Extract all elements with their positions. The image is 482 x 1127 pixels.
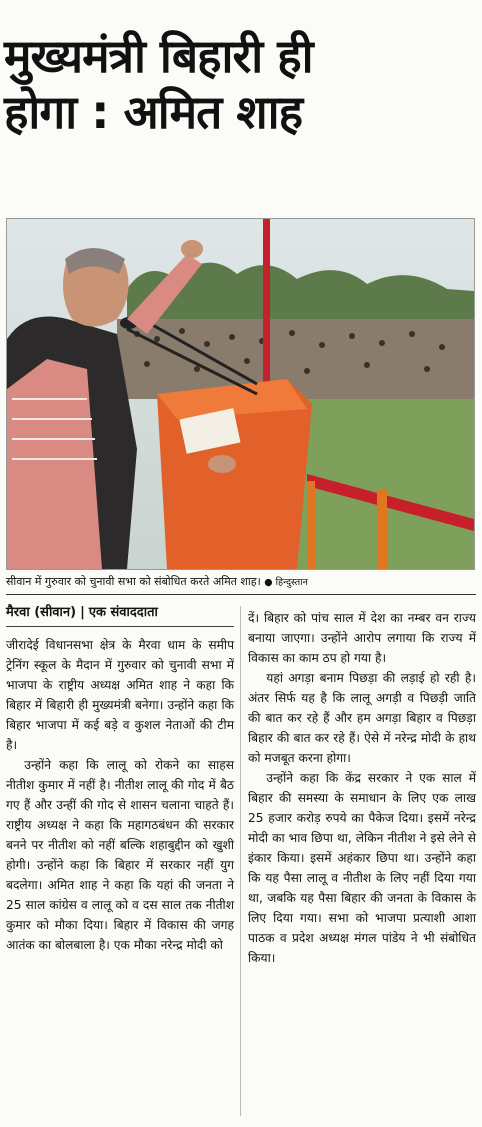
headline [4, 0, 478, 140]
caption-text: सीवान में गुरुवार को चुनावी सभा को संबोधित करते अमित शाह। [6, 575, 261, 588]
article-paragraph: दें। बिहार को पांच साल में देश का नम्बर वन राज्य बनाया जाएगा। उन्होंने आरोप लगाया कि राज्य में विकास का काम ठप हो गया है। [248, 611, 476, 665]
article-paragraph: यहां अगड़ा बनाम पिछड़ा की लड़ाई हो रही है। अंतर सिर्फ यह है कि लालू अगड़ी व पिछड़ी जाति की बात कर रहे हैं और हम अगड़ा बिहार व पिछड़ा बिहार की बात कर रहे हैं। ऐसे में नरेन्द्र मोदी के हाथ को मजबूत करना होगा। [248, 671, 476, 765]
byline-author: एक संवाददाता [88, 605, 158, 620]
headline-line-1: मुख्यमंत्री बिहारी ही [4, 29, 313, 83]
byline-place: मैरवा (सीवान) [6, 605, 77, 620]
article-column-right [248, 608, 476, 968]
article-paragraph: उन्होंने कहा कि लालू को रोकने का साहस नीतीश कुमार में नहीं है। नीतीश लालू की गोद में बैठ गए हैं और उन्हीं की गोद से शासन चलाना चाहते हैं। राष्ट्रीय अध्यक्ष ने कहा कि महागठबंधन की सरकार बनने पर नीतीश को नहीं बल्कि शहाबुद्दीन को खुशी होगी। उन्होंने कहा कि बिहार में सरकार नहीं युग बदलेगा। अमित शाह ने कहा कि यहां की जनता ने 25 साल कांग्रेस व लालू को व दस साल तक नीतीश कुमार को मौका दिया। बिहार में विकास की जगह आतंक का बोलबाला है। एक मौका नरेन्द्र मोदी को [6, 758, 234, 952]
caption-credit: ● हिन्दुस्तान [264, 577, 308, 588]
photo-caption [6, 574, 476, 591]
article-paragraph: जीरादेई विधानसभा क्षेत्र के मैरवा धाम के समीप ट्रेनिंग स्कूल के मैदान में गुरुवार को चुनावी सभा में भाजपा के राष्ट्रीय अध्यक्ष अमित शाह ने कहा कि बिहार में बिहारी ही मुख्यमंत्री बनेगा। उन्होंने कहा कि बिहार भाजपा में कई बड़े व कुशल नेताओं की टीम है। [6, 638, 234, 752]
news-photo [6, 218, 475, 570]
caption-rule [6, 594, 476, 595]
headline-line-2: होगा : अमित शाह [4, 85, 302, 139]
rally-photo-illustration [7, 219, 474, 569]
column-divider [240, 606, 241, 1116]
byline: मैरवा (सीवान) | एक संवाददाता [6, 600, 234, 627]
article-paragraph: उन्होंने कहा कि केंद्र सरकार ने एक साल में बिहार की समस्या के समाधान के लिए एक लाख 25 हजार करोड़ रुपये का पैकेज दिया। इसमें नरेन्द्र मोदी का भाव छिपा था, लेकिन नीतीश ने इसे लेने से इंकार किया। इसमें अहंकार छिपा था। उन्होंने कहा कि यह पैसा लालू व नीतीश के लिए नहीं दिया गया था, जबकि यह पैसा बिहार की जनता के विकास के लिए दिया गया। सभा को भाजपा प्रत्याशी आशा पाठक व प्रदेश अध्यक्ष मंगल पांडेय ने भी संबोधित किया। [248, 771, 476, 965]
article-column-left [6, 600, 234, 955]
